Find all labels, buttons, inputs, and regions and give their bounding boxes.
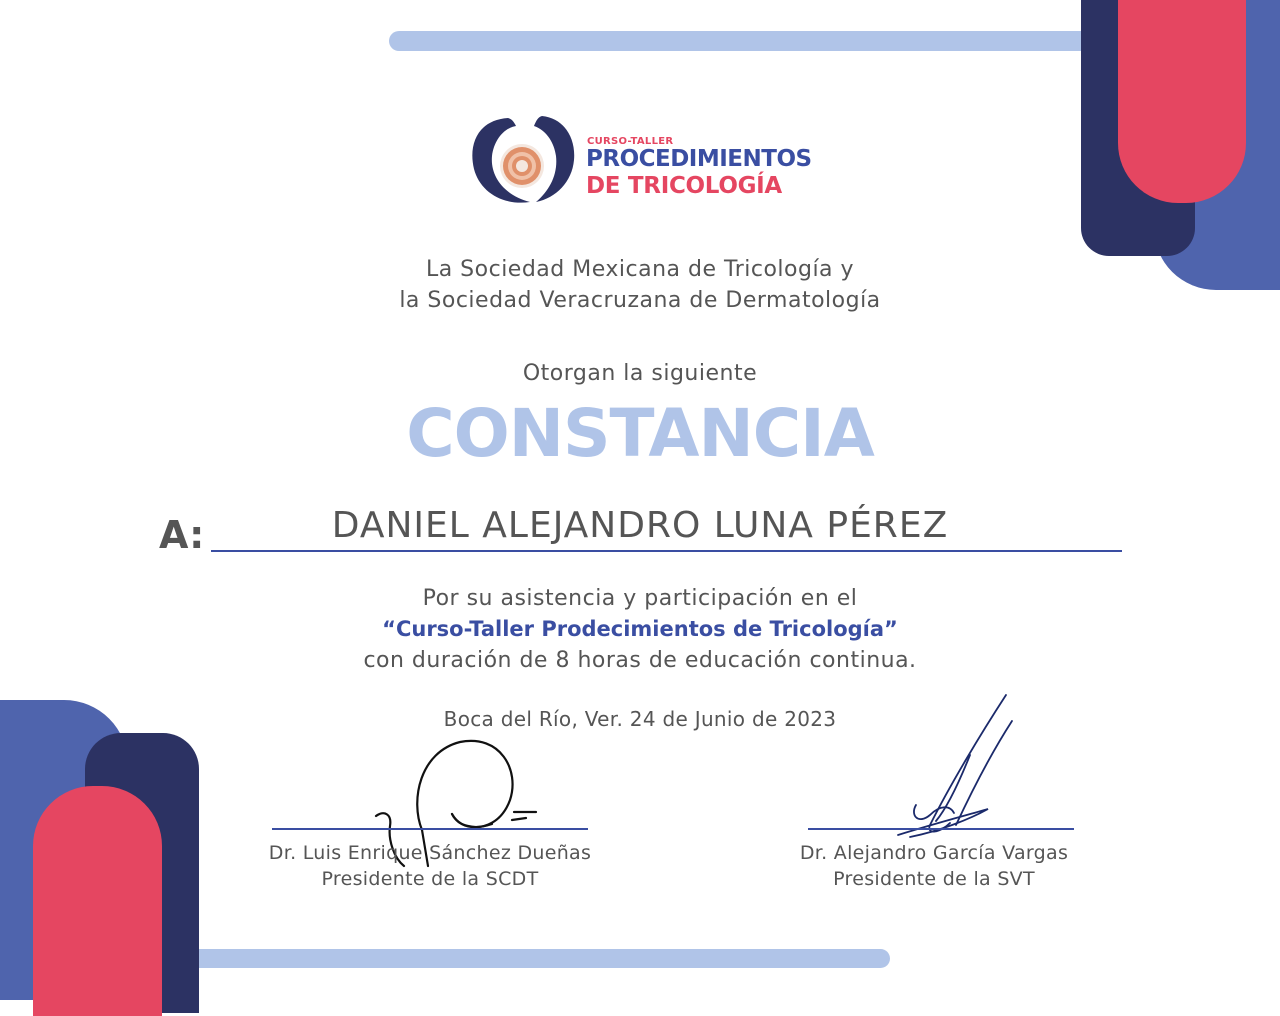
signer-2-role: Presidente de la SVT — [833, 868, 1035, 890]
issuer-line-2: la Sociedad Veracruzana de Dermatología — [399, 288, 881, 313]
signer-1-role: Presidente de la SCDT — [321, 868, 539, 890]
recipient-name: DANIEL ALEJANDRO LUNA PÉREZ — [331, 505, 949, 546]
body-line-3: con duración de 8 horas de educación continua. — [363, 648, 917, 673]
certificate-title: CONSTANCIA — [406, 395, 874, 472]
signature-2-line — [808, 828, 1074, 830]
signature-2-icon — [870, 685, 1030, 845]
course-name: “Curso-Taller Prodecimientos de Tricología” — [382, 617, 898, 641]
grant-text: Otorgan la siguiente — [522, 361, 758, 386]
recipient-underline — [211, 550, 1122, 552]
place-date: Boca del Río, Ver. 24 de Junio de 2023 — [443, 707, 837, 731]
signer-2-name: Dr. Alejandro García Vargas — [799, 842, 1069, 864]
logo-title-line2: DE TRICOLOGÍA — [586, 173, 782, 199]
corner-shape-red — [33, 786, 162, 1016]
logo-title-line1: PROCEDIMIENTOS — [586, 146, 812, 172]
signer-1-name: Dr. Luis Enrique Sánchez Dueñas — [268, 842, 592, 864]
issuer-line-1: La Sociedad Mexicana de Tricología y — [425, 257, 855, 282]
signature-1-line — [272, 828, 588, 830]
body-line-1: Por su asistencia y participación en el — [422, 586, 858, 611]
bottom-decor-bar — [170, 949, 890, 968]
recipient-label: A: — [159, 513, 205, 557]
corner-shape-red — [1118, 0, 1246, 203]
issuers-text — [0, 254, 1280, 316]
top-decor-bar — [389, 31, 1099, 51]
logo-icon — [468, 114, 578, 206]
logo-small-label: CURSO-TALLER — [587, 136, 674, 147]
